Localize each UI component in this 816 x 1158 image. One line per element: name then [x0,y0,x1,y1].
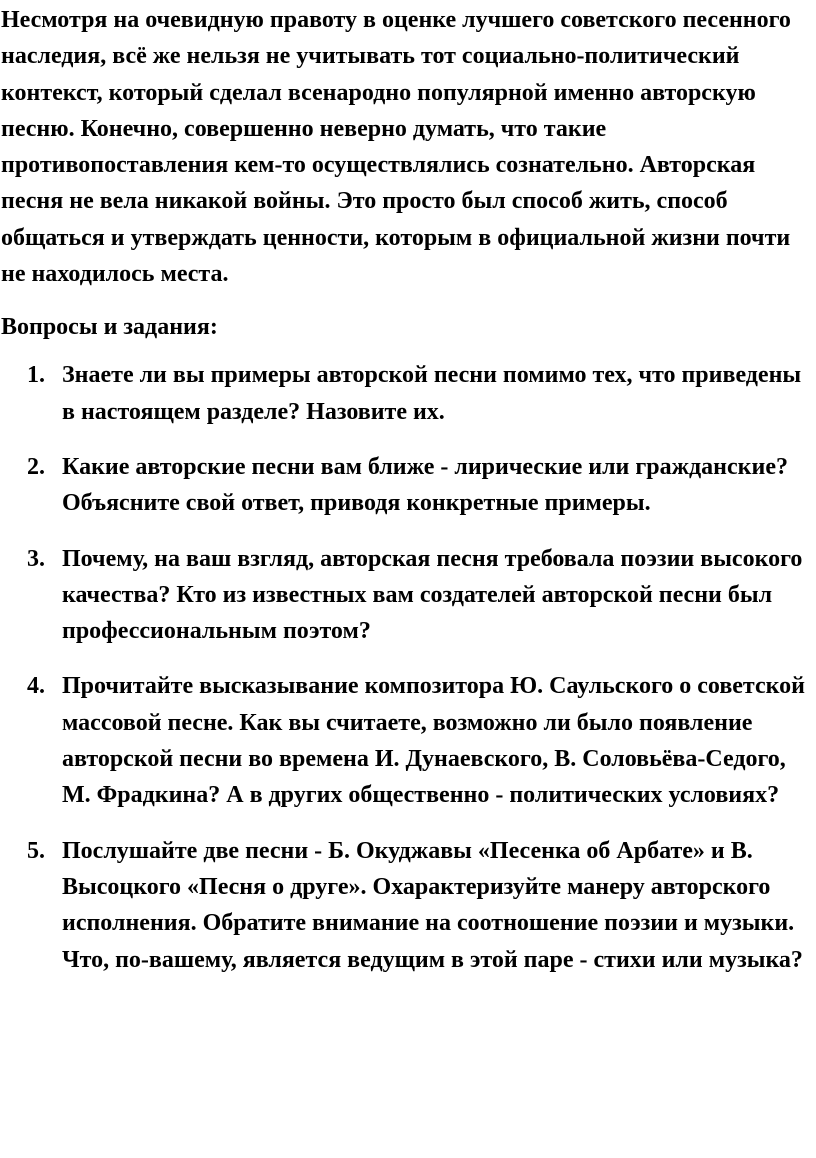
question-item [1,357,808,430]
question-number: 1. [27,362,45,389]
question-text: Почему, на ваш взгляд, авторская песня требовала поэзии высокого качества? Кто из известных вам создателей авторской песни был профессиональным поэтом? [62,545,803,645]
question-number: 5. [27,837,45,864]
question-text: Какие авторские песни вам ближе - лирические или гражданские? Объясните свой ответ, приводя конкретные примеры. [62,453,788,517]
question-text: Прочитайте высказывание композитора Ю. Саульского о советской массовой песне. Как вы считаете, возможно ли было появление авторской песни во времена И. Дунаевского, В. Соловьёва-Седого, М. Фрадкина? А в других общественно - политических условиях? [62,673,806,809]
intro-paragraph: Несмотря на очевидную правоту в оценке лучшего советского песенного наследия, всё же нельзя не учитывать тот социально-политический контекст, который сделал всенародно популярной именно авторскую песню. Конечно, совершенно неверно думать, что такие противопоставления кем-то осуществлялись сознательно. Авторская песня не вела никакой войны. Это просто был способ жить, способ общаться и утверждать ценности, которым в официальной жизни почти не находилось места. [1,7,791,288]
question-item [1,833,808,978]
question-number: 3. [27,545,45,572]
question-text: Послушайте две песни - Б. Окуджавы «Песенка об Арбате» и В. Высоцкого «Песня о друге». Охарактеризуйте манеру авторского исполнения. Обратите внимание на соотношение поэзии и музыки. Что, по-вашему, является ведущим в этой паре - стихи или музыка? [62,837,803,973]
question-item [1,541,808,650]
question-number: 2. [27,453,45,480]
questions-heading: Вопросы и задания: [1,314,218,341]
question-item [1,449,808,522]
question-text: Знаете ли вы примеры авторской песни помимо тех, что приведены в настоящем разделе? Назовите их. [62,362,802,425]
questions-list [1,357,808,977]
question-item [1,668,808,813]
question-number: 4. [27,673,45,700]
